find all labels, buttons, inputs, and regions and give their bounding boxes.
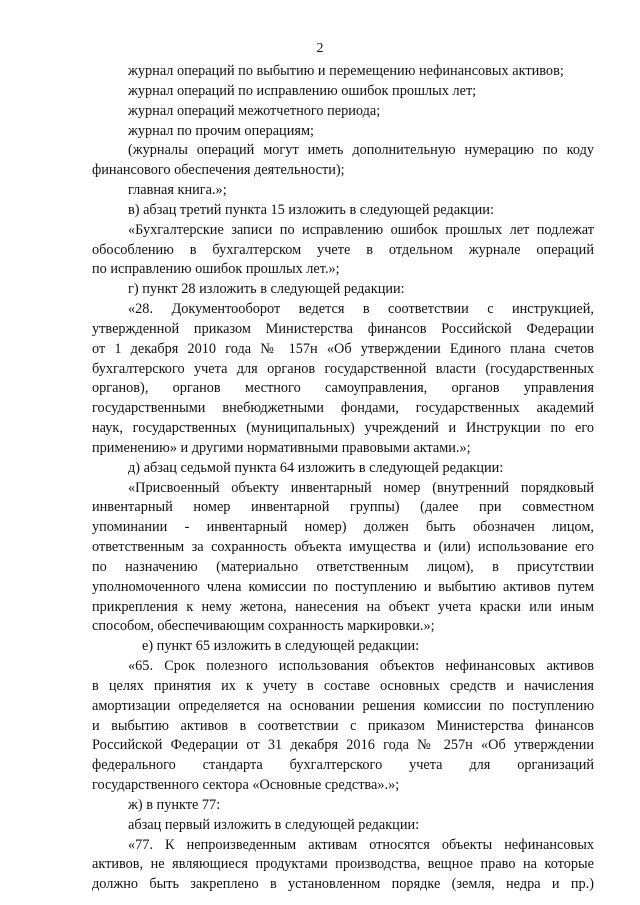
text-line: ж) в пункте 77: [128,796,221,813]
text-line: от 1 декабря 2010 года № 157н «Об утверждении Единого плана счетов [92,340,594,357]
text-line: применению» и другими нормативными правовыми актами.»; [92,439,471,456]
text-line: прикрепления к нему жетона, нанесения на объект учета краски или иным [92,598,594,615]
text-line: е) пункт 65 изложить в следующей редакции: [142,638,420,655]
text-line: г) пункт 28 изложить в следующей редакции: [128,281,405,298]
text-line: «Присвоенный объекту инвентарный номер (внутренний порядковый [128,479,594,496]
page-number: 2 [316,41,324,56]
text-line: федерального стандарта бухгалтерского учета для организаций [92,757,594,774]
text-line: должно быть закреплено в установленном порядке (земля, недра и пр.) [92,876,594,893]
text-line: журнал операций межотчетного периода; [128,102,381,119]
text-line: главная книга.»; [128,182,227,198]
text-line: наук, государственных (муниципальных) учреждений и Инструкции по его [92,420,594,436]
text-line: журнал по прочим операциям; [128,122,314,139]
text-line: «77. К непроизведенным активам относятся объекты нефинансовых [128,836,594,853]
text-line: в целях принятия их к учету в составе основных средств и начисления [92,677,594,694]
text-line: бухгалтерского учета для органов государственной власти (государственных [92,360,594,377]
text-line: упоминании - инвентарный номер) должен быть обозначен лицом, [92,519,594,536]
text-line: «28. Документооборот ведется в соответствии с инструкцией, [128,301,594,317]
text-line: финансового обеспечения деятельности); [92,162,345,179]
text-line: и выбытию активов в соответствии с приказом Министерства финансов [92,717,594,734]
text-line: «Бухгалтерские записи по исправлению ошибок прошлых лет подлежат [128,221,594,238]
text-line: амортизации определяется на основании решения комиссии по поступлению [92,697,594,714]
text-line: в) абзац третий пункта 15 изложить в следующей редакции: [128,201,494,218]
text-line: по назначению (материально ответственным лицом), в присутствии [92,558,594,575]
text-line: активов, не являющиеся продуктами производства, вещное право на которые [92,856,594,873]
text-line: «65. Срок полезного использования объектов нефинансовых активов [128,658,594,674]
text-line: ответственным за сохранность объекта имущества и (или) использование его [92,539,594,555]
text-line: Российской Федерации от 31 декабря 2016 года № 257н «Об утверждении [92,737,594,754]
text-line: (журналы операций могут иметь дополнительную нумерацию по коду [128,142,594,159]
text-line: государственными внебюджетными фондами, государственных академий [92,400,594,417]
text-line: утвержденной приказом Министерства финансов Российской Федерации [92,320,594,337]
text-line: журнал операций по выбытию и перемещению нефинансовых активов; [128,63,564,79]
text-line: органов), органов местного самоуправления, органов управления [92,380,594,397]
text-line: уполномоченного члена комиссии по поступлению и выбытию активов путем [92,578,594,595]
text-line: государственного сектора «Основные средства».»; [92,777,400,793]
text-line: д) абзац седьмой пункта 64 изложить в следующей редакции: [128,459,504,476]
text-line: способом, обеспечивающим сохранность маркировки.»; [92,618,435,635]
text-line: журнал операций по исправлению ошибок прошлых лет; [128,82,477,99]
text-line: обособлению в бухгалтерском учете в отдельном журнале операций [92,241,594,258]
text-line: абзац первый изложить в следующей редакции: [128,816,420,833]
text-line: инвентарный номер инвентарной группы) (далее при совместном [92,499,594,516]
text-line: по исправлению ошибок прошлых лет.»; [92,261,340,278]
